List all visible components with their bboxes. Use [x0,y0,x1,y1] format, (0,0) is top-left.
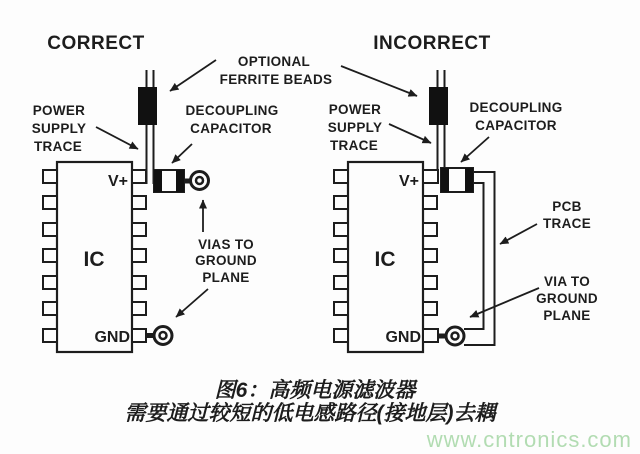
label-line: POWER [32,103,86,118]
ic-pin [423,223,437,236]
pcb-trace-path [464,172,495,345]
ic-pin [423,249,437,262]
ic-pin [423,302,437,315]
label-pcb-trace [500,199,591,244]
label-line: DECOUPLING [185,103,279,118]
label-line: CAPACITOR [475,118,557,133]
arrow-to-capacitor [461,137,489,162]
label-line: SUPPLY [31,121,87,136]
label-line: GROUND [195,253,257,268]
via-icon [446,327,464,345]
ic-pin [334,302,348,315]
arrow-to-left-ferrite-bead [170,60,216,91]
ic-label: IC [374,248,396,271]
arrow-to-capacitor [172,144,192,163]
label-line: VIA TO [543,274,591,289]
label-line: TRACE [543,216,591,231]
arrow-to-right-ferrite-bead [341,66,417,96]
decoupling-capacitor-icon [441,168,473,192]
vplus-pin [423,170,438,183]
ic-pin [132,223,146,236]
label-line: VIAS TO [198,237,254,252]
ic-pin [43,223,57,236]
label-line: GROUND [536,291,598,306]
label-line: FERRITE BEADS [219,72,333,87]
ic-pin [43,170,57,183]
ic-pins-left [334,170,348,342]
vplus-label: V+ [107,173,128,190]
ic-pins-left [43,170,57,342]
ic-pin [334,196,348,209]
ic-pins-right [423,170,438,342]
label-decoupling-capacitor-left [172,103,279,163]
label-line: TRACE [34,139,82,154]
ic-pin [334,223,348,236]
incorrect-title: INCORRECT [373,33,491,54]
label-line: CAPACITOR [190,121,272,136]
ic-pin [43,196,57,209]
arrow-to-pcb-trace [500,224,537,244]
arrow-to-trace [96,127,138,149]
label-line: PLANE [202,270,250,285]
decoupling-capacitor-icon [154,170,184,192]
ic-pin [43,249,57,262]
correct-title: CORRECT [47,33,145,54]
ferrite-bead-icon [138,87,157,125]
label-vias-to-ground-plane [176,200,257,317]
ic-pin [334,329,348,342]
ic-pin [334,276,348,289]
gnd-pin [423,329,438,342]
caption-line-1: 图6：高频电源滤波器 [214,379,416,402]
label-via-to-ground-plane [470,274,598,323]
ic-pins-right [132,170,146,342]
via-icon [154,327,172,345]
ic-label: IC [83,248,105,271]
ic-pin [334,249,348,262]
ic-pin [132,276,146,289]
label-line: PLANE [543,308,591,323]
label-power-supply-trace-left [32,103,138,154]
arrow-to-bottom-via [176,289,208,317]
ic-pin [43,329,57,342]
gnd-label: GND [94,329,130,346]
ic-pin [423,276,437,289]
label-line: POWER [328,102,382,117]
ferrite-bead-icon [429,87,448,125]
vplus-label: V+ [398,173,419,190]
ic-pin [334,170,348,183]
ic-pin [43,276,57,289]
vplus-pin [132,170,146,183]
label-optional-ferrite-beads [170,54,417,96]
ic-pin [423,196,437,209]
label-power-supply-trace-right [328,102,431,153]
label-line: SUPPLY [327,120,383,135]
label-line: TRACE [330,138,378,153]
label-line: PCB [552,199,582,214]
label-decoupling-capacitor-right [461,100,563,162]
label-line: DECOUPLING [469,100,563,115]
ic-pin [132,302,146,315]
ic-pin [43,302,57,315]
gnd-pin [132,329,146,342]
gnd-label: GND [385,329,421,346]
via-icon [191,172,209,190]
arrow-to-trace [389,124,431,143]
ic-pin [132,196,146,209]
caption-line-2: 需要通过较短的低电感路径(接地层)去耦 [124,402,496,425]
watermark: www.cntronics.com [426,427,632,452]
ic-pin [132,249,146,262]
arrow-to-via [470,288,539,317]
label-line: OPTIONAL [237,54,311,69]
